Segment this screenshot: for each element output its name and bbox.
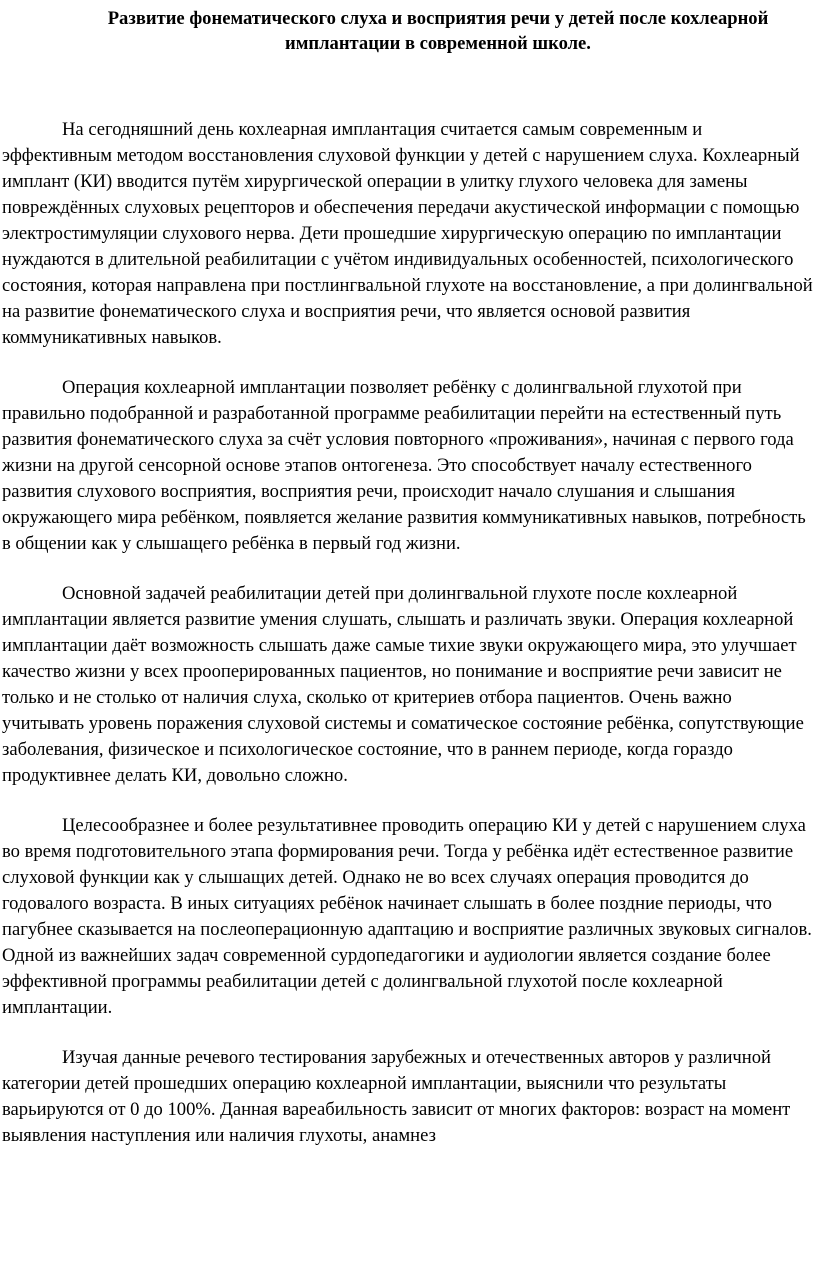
- paragraph-1: На сегодняшний день кохлеарная имплантация считается самым современным и эффективным методом восстановления слуховой функции у детей с нарушением слуха. Кохлеарный имплант (КИ) вводится путём хирургической операции в улитку глухого человека для замены повреждённых слуховых рецепторов и обеспечения передачи акустической информации с помощью электростимуляции слухового нерва. Дети прошедшие хирургическую операцию по имплантации нуждаются в длительной реабилитации с учётом индивидуальных особенностей, психологического состояния, которая направлена при постлингвальной глухоте на восстановление, а при долингвальной на развитие фонематического слуха и восприятия речи, что является основой развития коммуникативных навыков.: [2, 119, 813, 348]
- document-body: [2, 117, 814, 1149]
- paragraph-5: Изучая данные речевого тестирования зарубежных и отечественных авторов у различной категории детей прошедших операцию кохлеарной имплантации, выяснили что результаты варьируются от 0 до 100%. Данная вареабильность зависит от многих факторов: возраст на момент выявления наступления или наличия глухоты, анамнез: [2, 1047, 791, 1146]
- paragraph-4: Целесообразнее и более результативнее проводить операцию КИ у детей с нарушением слуха во время подготовительного этапа формирования речи. Тогда у ребёнка идёт естественное развитие слуховой функции как у слышащих детей. Однако не во всех случаях операция проводится до годовалого возраста. В иных ситуациях ребёнок начинает слышать в более поздние периоды, что пагубнее сказывается на послеоперационную адаптацию и восприятие различных звуковых сигналов. Одной из важнейших задач современной сурдопедагогики и аудиологии является создание более эффективной программы реабилитации детей с долингвальной глухотой после кохлеарной имплантации.: [2, 815, 812, 1018]
- paragraph-3: Основной задачей реабилитации детей при долингвальной глухоте после кохлеарной имплантации является развитие умения слушать, слышать и различать звуки. Операция кохлеарной имплантации даёт возможность слышать даже самые тихие звуки окружающего мира, это улучшает качество жизни у всех прооперированных пациентов, но понимание и восприятие речи зависит не только и не столько от наличия слуха, сколько от критериев отбора пациентов. Очень важно учитывать уровень поражения слуховой системы и соматическое состояние ребёнка, сопутствующие заболевания, физическое и психологическое состояние, что в раннем периоде, когда гораздо продуктивнее делать КИ, довольно сложно.: [2, 583, 804, 786]
- document-title: Развитие фонематического слуха и восприятия речи у детей после кохлеарной имплантации в современной школе.: [107, 8, 769, 54]
- paragraph-2: Операция кохлеарной имплантации позволяет ребёнку с долингвальной глухотой при правильно подобранной и разработанной программе реабилитации перейти на естественный путь развития фонематического слуха за счёт условия повторного «проживания», начиная с первого года жизни на другой сенсорной основе этапов онтогенеза. Это способствует началу естественного развития слухового восприятия, восприятия речи, происходит начало слушания и слышания окружающего мира ребёнком, появляется желание развития коммуникативных навыков, потребность в общении как у слышащего ребёнка в первый год жизни.: [2, 377, 806, 554]
